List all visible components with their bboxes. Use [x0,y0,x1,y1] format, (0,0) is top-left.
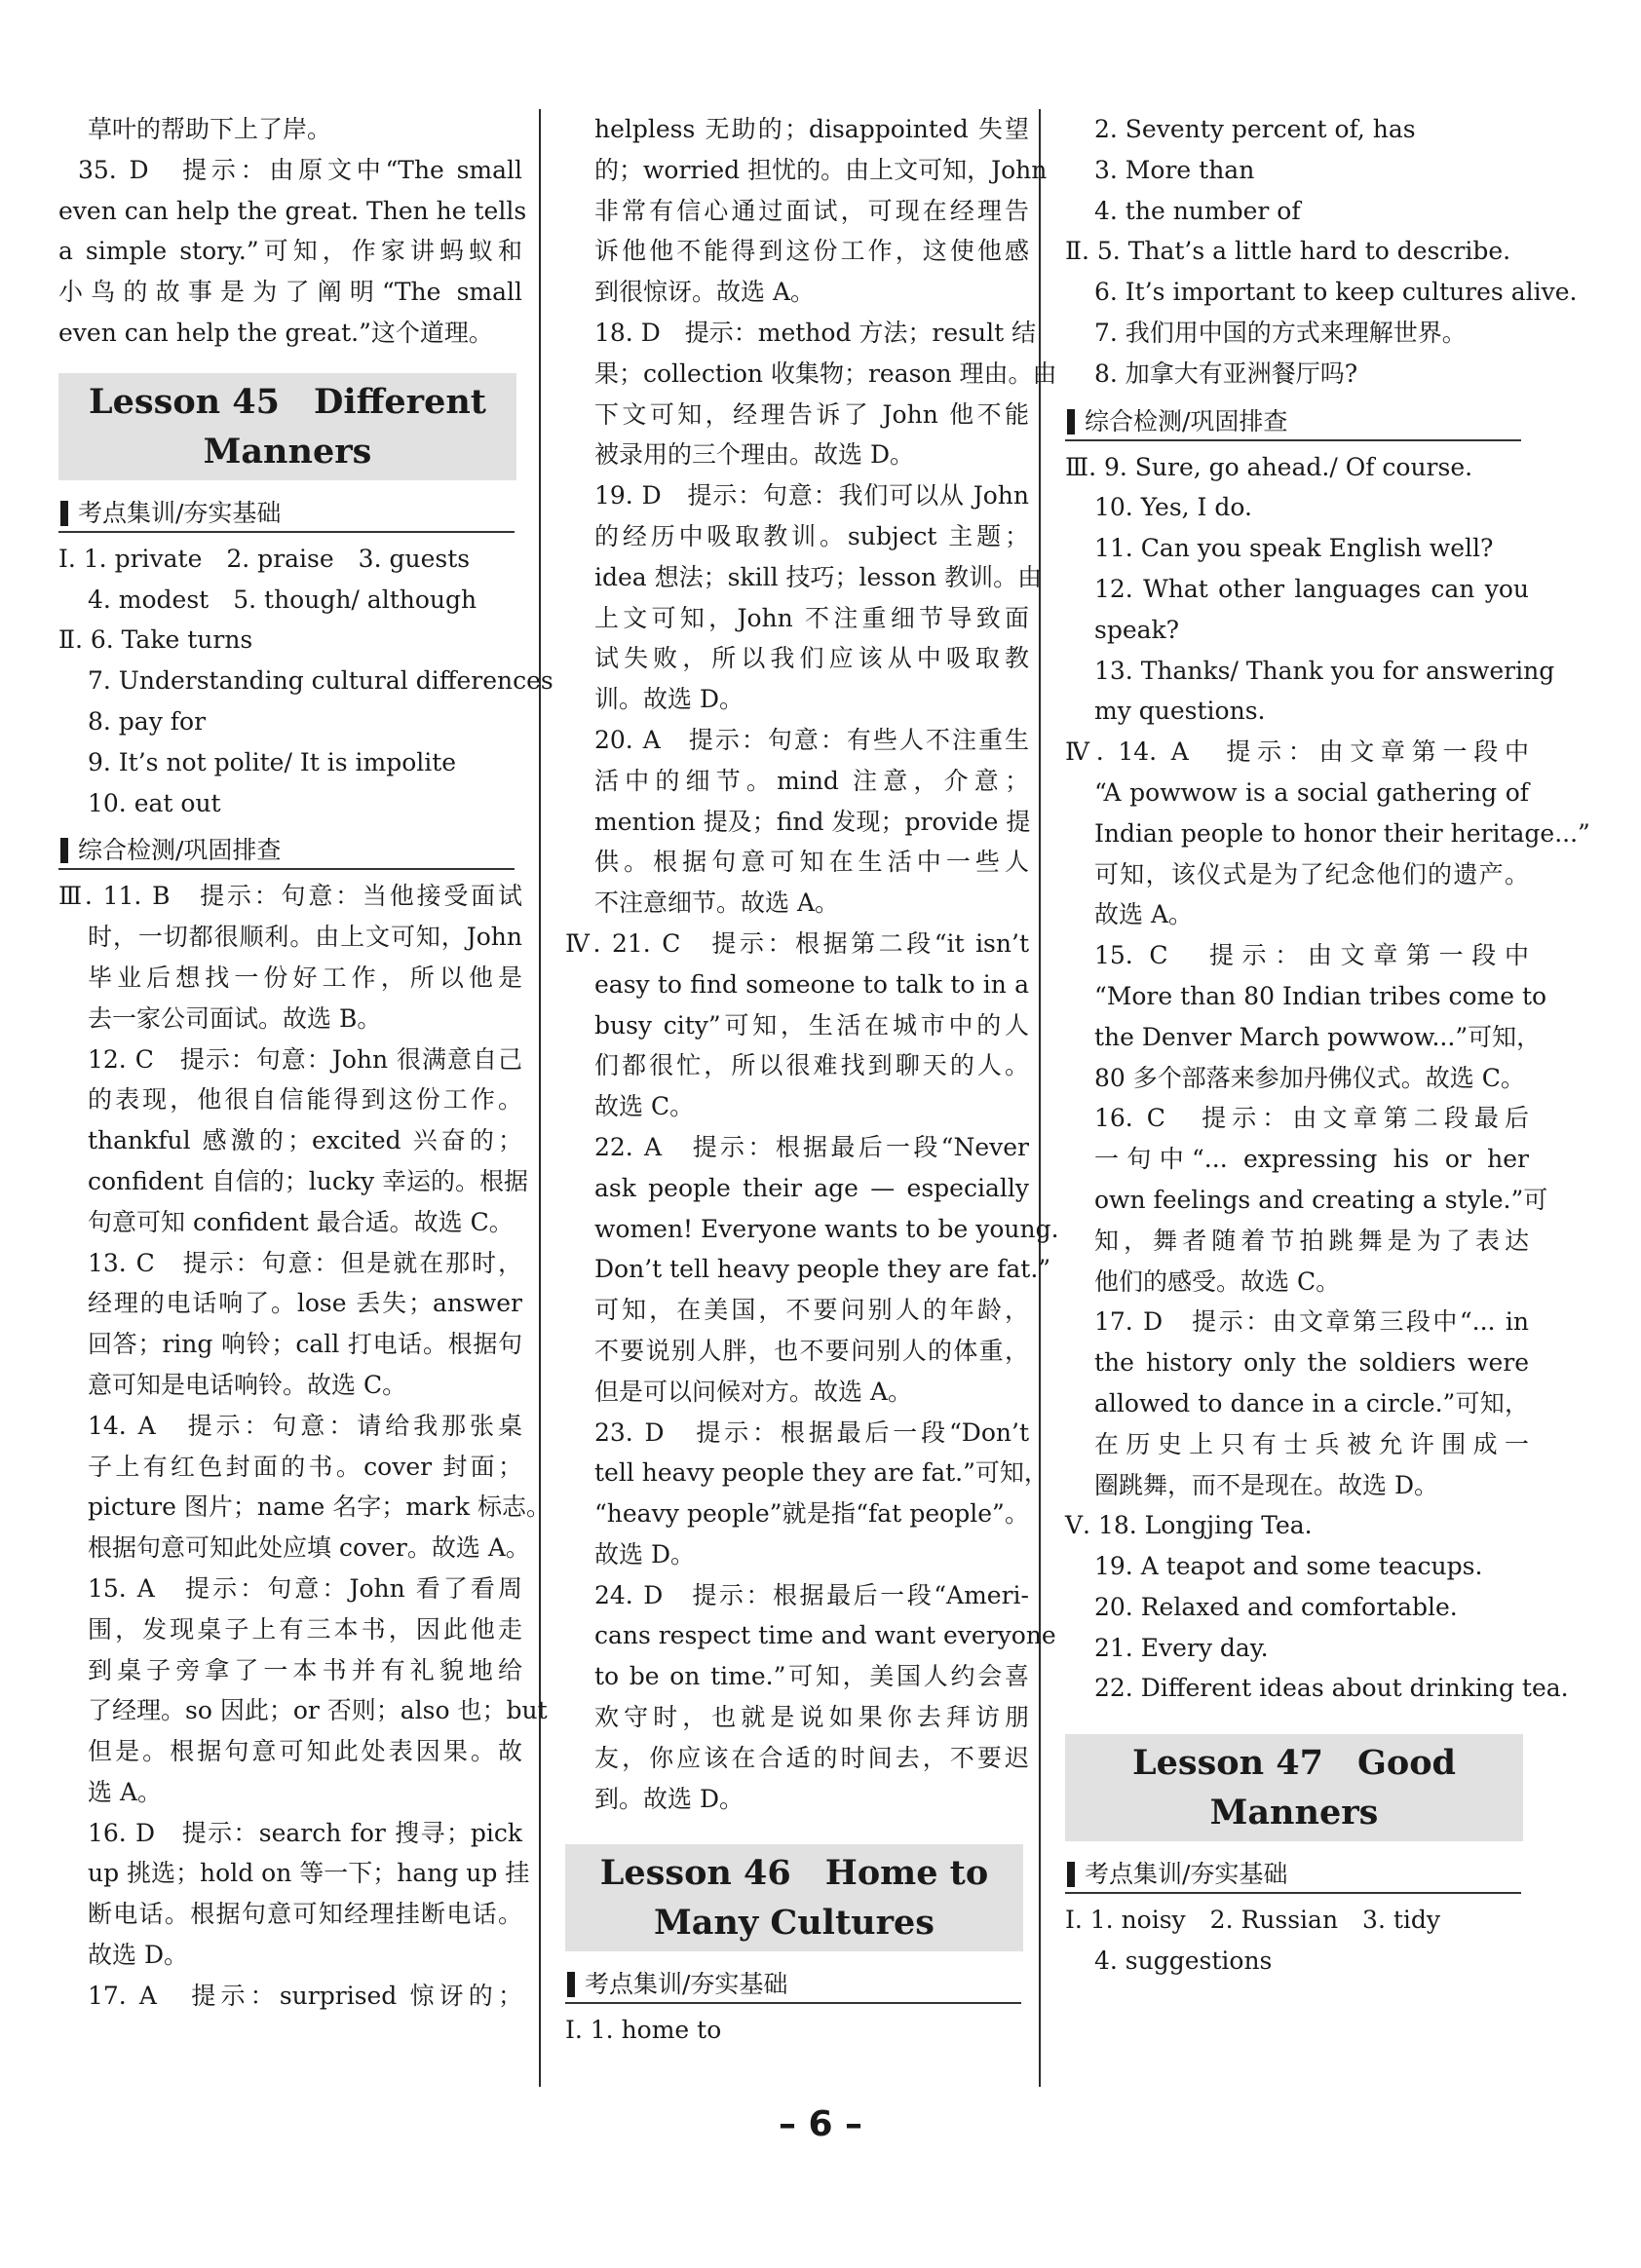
text-line: 8. pay for [88,706,207,736]
text-line: helpless 无助的；disappointed 失望 [594,115,1029,143]
answer-16: 16. D 提示：search for 搜寻；pick [88,1818,522,1847]
answer-column-2 [565,109,1059,2087]
text-line: picture 图片；name 名字；mark 标志。 [88,1493,551,1522]
text-line: 围，发现桌子上有三本书，因此他走 [88,1614,522,1644]
section-header-review: 综合检测/巩固排查 [58,829,522,872]
text-line: 活中的细节。mind 注意，介意； [594,766,1029,795]
text-line: 4. modest 5. though/ although [88,585,477,614]
answer-column-3 [1065,109,1590,2087]
text-line: 他们的感受。故选 C。 [1094,1266,1341,1296]
text-line: “heavy people”就是指“fat people”。 [594,1499,1029,1529]
text-line: “A powwow is a social gathering of [1094,777,1529,807]
text-line: 训。故选 D。 [594,685,744,714]
answer-22: 22. A 提示：根据最后一段“Never [594,1132,1029,1161]
text-line: 20. Relaxed and comfortable. [1094,1592,1458,1621]
text-line: 选 A。 [88,1777,163,1806]
text-line: 但是可以问候对方。故选 A。 [594,1377,913,1406]
text-line: 被录用的三个理由。故选 D。 [594,440,914,470]
answer-12: 12. C 提示：句意：John 很满意自己 [88,1044,522,1074]
text-line: 可知，在美国，不要问别人的年龄， [594,1296,1029,1325]
text-line: 4. the number of [1094,196,1301,225]
answer-16: 16. C 提示：由文章第二段最后 [1094,1104,1529,1133]
answer-19: 19. D 提示：句意：我们可以从 John [594,481,1029,510]
text-line: 22. Different ideas about drinking tea. [1094,1674,1569,1703]
text-line: speak? [1094,615,1180,644]
part-2-answers: Ⅱ. 6. Take turns [58,625,253,655]
text-line: 试失败，所以我们应该从中吸取教 [594,644,1029,673]
text-line: 欢守时，也就是说如果你去拜访朋 [594,1703,1029,1732]
text-line: 故选 D。 [88,1941,188,1970]
answer-35: 35. D 提示：由原文中“The small [78,155,522,184]
text-line: 回答；ring 响铃；call 打电话。根据句 [88,1330,522,1359]
text-line: own feelings and creating a style.”可 [1094,1185,1548,1214]
text-line: 根据句意可知此处应填 cover。故选 A。 [88,1533,530,1563]
part-1-answers: Ⅰ. 1. private 2. praise 3. guests [58,544,471,573]
text-line: 10. eat out [88,788,221,817]
text-line: 到很惊讶。故选 A。 [594,278,816,307]
text-line: 9. It’s not polite/ It is impolite [88,747,457,776]
text-line: 去一家公司面试。故选 B。 [88,1003,382,1033]
text-line: 7. 我们用中国的方式来理解世界。 [1094,318,1467,347]
text-line: Indian people to honor their heritage...” [1094,818,1590,848]
text-line: 4. suggestions [1094,1947,1273,1976]
text-line: easy to find someone to talk to in a [594,969,1029,999]
text-line: 2. Seventy percent of, has [1094,115,1416,143]
answer-15: 15. C 提示：由文章第一段中 [1094,941,1529,970]
text-line: 故选 A。 [1094,900,1194,929]
text-line: 经理的电话响了。lose 丢失；answer [88,1289,522,1318]
answer-24: 24. D 提示：根据最后一段“Ameri- [594,1580,1029,1609]
text-line: 不注意细节。故选 A。 [594,888,840,918]
text-line: 了经理。so 因此；or 否则；also 也；but [88,1696,548,1725]
text-line: 小鸟的故事是为了阐明“The small [58,278,522,307]
section-header-basics: 考点集训/夯实基础 [565,1963,1029,2006]
text-line: 断电话。根据句意可知经理挂断电话。 [88,1900,522,1929]
answer-13: 13. Thanks/ Thank you for answering [1094,656,1555,685]
text-line: even can help the great. Then he tells [58,196,527,225]
part-2-answers: Ⅱ. 5. That’s a little hard to describe. [1065,237,1511,266]
section-header-basics: 考点集训/夯实基础 [1065,1853,1529,1896]
text-line: 草叶的帮助下上了岸。 [88,115,332,143]
answer-18: 18. D 提示：method 方法；result 结 [594,318,1037,347]
text-line: my questions. [1094,697,1266,726]
part-3-answers: Ⅲ. 9. Sure, go ahead./ Of course. [1065,452,1473,481]
text-line: 7. Understanding cultural differences [88,666,553,696]
text-line: 19. A teapot and some teacups. [1094,1552,1483,1581]
text-line: 8. 加拿大有亚洲餐厅吗? [1094,359,1358,388]
text-line: 的；worried 担忧的。由上文可知，John [594,155,1048,184]
text-line: 的表现，他很自信能得到这份工作。 [88,1085,522,1115]
text-line: cans respect time and want everyone [594,1621,1056,1650]
text-line: 上文可知，John 不注重细节导致面 [594,603,1029,632]
answer-12: 12. What other languages can you [1094,574,1529,603]
text-line: tell heavy people they are fat.”可知， [594,1458,1049,1488]
text-line: 下文可知，经理告诉了 John 他不能 [594,399,1029,429]
text-line: 子上有红色封面的书。cover 封面； [88,1452,522,1481]
lesson-45-title: Lesson 45 Different Manners [58,373,516,480]
text-line: 非常有信心通过面试，可现在经理告 [594,196,1029,225]
text-line: 诉他他不能得到这份工作，这使他感 [594,237,1029,266]
lesson-47-title: Lesson 47 Good Manners [1065,1734,1523,1841]
text-line: 但是。根据句意可知此处表因果。故 [88,1737,522,1766]
text-line: busy city”可知，生活在城市中的人 [594,1010,1029,1040]
text-line: 21. Every day. [1094,1633,1269,1662]
text-line: 一句中“... expressing his or her [1094,1145,1529,1174]
text-line: 11. Can you speak English well? [1094,534,1494,563]
text-line: the history only the soldiers were [1094,1348,1529,1378]
column-divider-right [1039,109,1041,2087]
text-line: “More than 80 Indian tribes come to [1094,981,1547,1010]
answer-15: 15. A 提示：句意：John 看了看周 [88,1573,522,1603]
text-line: even can help the great.”这个道理。 [58,318,493,347]
text-line: women! Everyone wants to be young. [594,1214,1059,1243]
text-line: Don’t tell heavy people they are fat.” [594,1255,1051,1284]
text-line: 可知，该仪式是为了纪念他们的遗产。 [1094,859,1529,888]
text-line: 到桌子旁拿了一本书并有礼貌地给 [88,1655,522,1684]
answer-11: Ⅲ. 11. B 提示：句意：当他接受面试 [58,882,522,911]
text-line: 知，舞者随着节拍跳舞是为了表达 [1094,1226,1529,1255]
answer-column-1 [58,109,553,2087]
text-line: 不要说别人胖，也不要问别人的体重， [594,1336,1029,1365]
text-line: 意可知是电话响铃。故选 C。 [88,1370,407,1399]
text-line: 故选 C。 [594,1092,695,1121]
section-header-basics: 考点集训/夯实基础 [58,492,522,535]
text-line: idea 想法；skill 技巧；lesson 教训。由 [594,562,1043,591]
text-line: 毕业后想找一份好工作，所以他是 [88,963,522,992]
text-line: mention 提及；find 发现；provide 提 [594,807,1031,836]
text-line: the Denver March powwow...”可知， [1094,1022,1542,1051]
text-line: up 挑选；hold on 等一下；hang up 挂 [88,1859,530,1888]
text-line: confident 自信的；lucky 幸运的。根据 [88,1166,529,1195]
column-divider-left [539,109,541,2087]
answer-23: 23. D 提示：根据最后一段“Don’t [594,1418,1029,1447]
text-line: 们都很忙，所以很难找到聊天的人。 [594,1051,1029,1080]
answer-17-start: 17. A 提示：surprised 惊讶的； [88,1981,522,2010]
answer-14: 14. A 提示：句意：请给我那张桌 [88,1411,522,1440]
answer-21: Ⅳ. 21. C 提示：根据第二段“it isn’t [565,928,1029,958]
part-5-answers: Ⅴ. 18. Longjing Tea. [1065,1511,1313,1540]
text-line: 果；collection 收集物；reason 理由。由 [594,359,1057,388]
text-line: 时，一切都很顺利。由上文可知，John [88,923,522,952]
text-line: 友，你应该在合适的时间去，不要迟 [594,1743,1029,1772]
text-line: 句意可知 confident 最合适。故选 C。 [88,1207,514,1236]
answer-20: 20. A 提示：句意：有些人不注重生 [594,725,1029,754]
text-line: ask people their age — especially [594,1173,1029,1202]
text-line: 供。根据句意可知在生活中一些人 [594,848,1029,877]
page-number: – 6 – [778,2104,863,2144]
part-1-answers: Ⅰ. 1. noisy 2. Russian 3. tidy [1065,1906,1441,1935]
text-line: 80 多个部落来参加丹佛仪式。故选 C。 [1094,1063,1525,1092]
text-line: a simple story.”可知，作家讲蚂蚁和 [58,237,522,266]
answer-17: 17. D 提示：由文章第三段中“... in [1094,1307,1529,1337]
section-header-review: 综合检测/巩固排查 [1065,400,1529,443]
text-line: to be on time.”可知，美国人约会喜 [594,1662,1029,1691]
text-line: thankful 感激的；excited 兴奋的； [88,1126,522,1155]
lesson-46-title: Lesson 46 Home to Many Cultures [565,1844,1023,1951]
text-line: 到。故选 D。 [594,1784,744,1813]
text-line: 3. More than [1094,155,1255,184]
text-line: 10. Yes, I do. [1094,493,1252,522]
answer-13: 13. C 提示：句意：但是就在那时， [88,1248,522,1277]
text-line: 在历史上只有士兵被允许围成一 [1094,1429,1529,1458]
text-line: 6. It’s important to keep cultures alive. [1094,278,1578,307]
text-line: 圈跳舞，而不是现在。故选 D。 [1094,1470,1438,1499]
text-line: allowed to dance in a circle.”可知， [1094,1388,1529,1418]
part-1-answers: Ⅰ. 1. home to [565,2016,722,2045]
answer-14: Ⅳ. 14. A 提示：由文章第一段中 [1065,737,1529,767]
text-line: 的经历中吸取教训。subject 主题； [594,521,1029,550]
text-line: 故选 D。 [594,1539,695,1569]
